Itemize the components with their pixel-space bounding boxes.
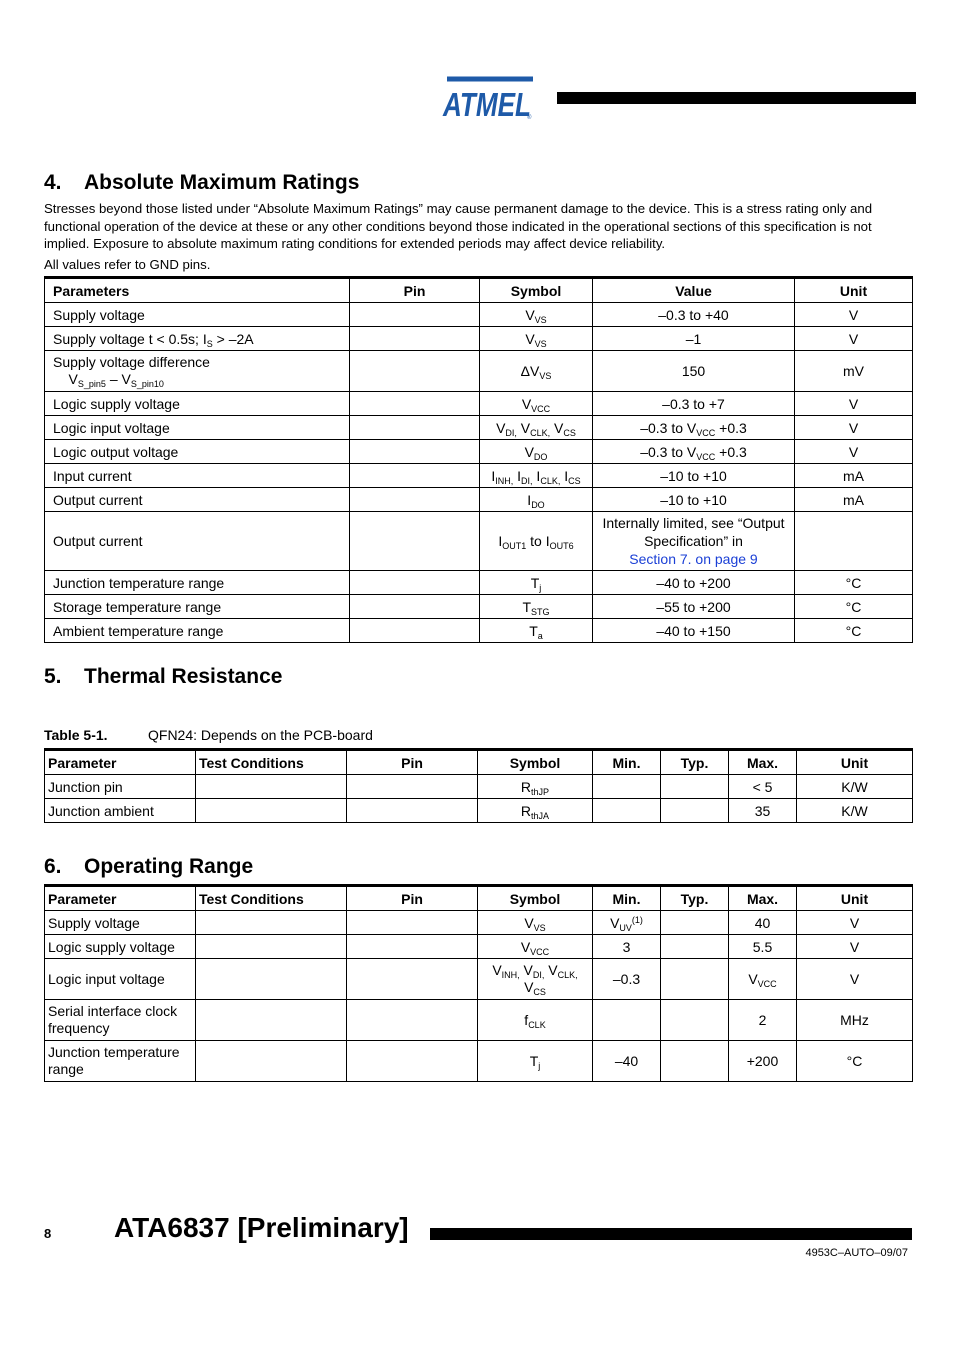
table-row: Supply voltage $V_{VS}$ $V_{UV}^{(1)}$ 40 V (45, 911, 913, 935)
table-row: Logic supply voltage $V_{VCC}$ –0.3 to +7 V (45, 392, 913, 416)
table-row: Input current $I_{INH,}$ $I_{DI,}$ $I_{CLK,}$ $I_{CS}$ –10 to +10 mA (45, 464, 913, 488)
table-row: Junction temperature range $T_j$ –40 +200 °C (45, 1041, 913, 1082)
svg-text:ATMEL: ATMEL (442, 86, 531, 120)
table-row: Storage temperature range $T_{STG}$ –55 to +200 °C (45, 595, 913, 619)
table-row: Logic supply voltage $V_{VCC}$ 3 5.5 V (45, 935, 913, 959)
svg-text:®: ® (527, 115, 532, 120)
absolute-max-ratings-table (44, 276, 913, 643)
gnd-note: All values refer to GND pins. (44, 257, 211, 272)
table-row: Logic input voltage $V_{DI,}$ $V_{CLK,}$ $V_{CS}$ –0.3 to $V_{VCC} +0.3$ V (45, 416, 913, 440)
table-5-1-caption: Table 5-1. QFN24: Depends on the PCB-board (44, 727, 373, 743)
atmel-logo (441, 76, 537, 120)
table-header-row: Parameter Test Conditions Pin Symbol Min. Typ. Max. Unit (45, 750, 913, 775)
table-row: Supply voltage difference $V_{S\_pin5} - V_{S\_pin10}$ $\Delta V_{VS}$ 150 mV (45, 351, 913, 392)
table-row: Supply voltage $V_{VS}$ –0.3 to +40 V (45, 303, 913, 327)
section-4-heading: 4. Absolute Maximum Ratings (44, 171, 360, 194)
section-7-link[interactable]: Section 7. on page 9 (629, 551, 758, 567)
table-header-row: Parameter Test Conditions Pin Symbol Min. Typ. Max. Unit (45, 886, 913, 911)
table-row: Output current $I_{DO}$ –10 to +10 mA (45, 488, 913, 512)
table-row: Logic input voltage $V_{INH,}$ $V_{DI,}$ $V_{CLK,}$ $V_{CS}$ –0.3 $V_{VCC}$ V (45, 959, 913, 1000)
document-title: ATA6837 [Preliminary] (114, 1212, 409, 1243)
table-row: Junction temperature range $T_j$ –40 to +200 °C (45, 571, 913, 595)
section-6-heading: 6. Operating Range (44, 855, 254, 878)
table-row: Junction pin $R_{thJP}$ < 5 K/W (45, 775, 913, 799)
footer-rule (430, 1228, 912, 1240)
table-row: Junction ambient $R_{thJA}$ 35 K/W (45, 799, 913, 823)
table-header-row: Parameters Pin Symbol Value Unit (45, 278, 913, 303)
table-row: Serial interface clock frequency $f_{CLK}$ 2 MHz (45, 1000, 913, 1041)
page-number: 8 (44, 1226, 52, 1241)
thermal-resistance-table (44, 748, 913, 823)
section-5-heading: 5. Thermal Resistance (44, 665, 283, 688)
operating-range-table (44, 884, 913, 1082)
table-row: Supply voltage t < 0.5s; $I_S > -2A$ $V_{VS}$ –1 V (45, 327, 913, 351)
header-rule (557, 92, 916, 104)
table-row: Ambient temperature range $T_a$ –40 to +150 °C (45, 619, 913, 643)
table-row: Logic output voltage $V_{DO}$ –0.3 to $V_{VCC} +0.3$ V (45, 440, 913, 464)
table-row: Output current $I_{OUT1}$ to $I_{OUT6}$ Internally limited, see “Output Specification” in Section 7. on page 9 (45, 512, 913, 571)
document-code: 4953C–AUTO–09/07 (805, 1247, 908, 1259)
section-4-intro: Stresses beyond those listed under “Absolute Maximum Ratings” may cause permanent damage to the device. This is a stress rating only and functional operation of the device at these or any other conditions beyond those indicated in the operational sections of this specification is not implied. Exposure to absolute maximum rating conditions for extended periods may affect device reliability. (44, 201, 873, 251)
